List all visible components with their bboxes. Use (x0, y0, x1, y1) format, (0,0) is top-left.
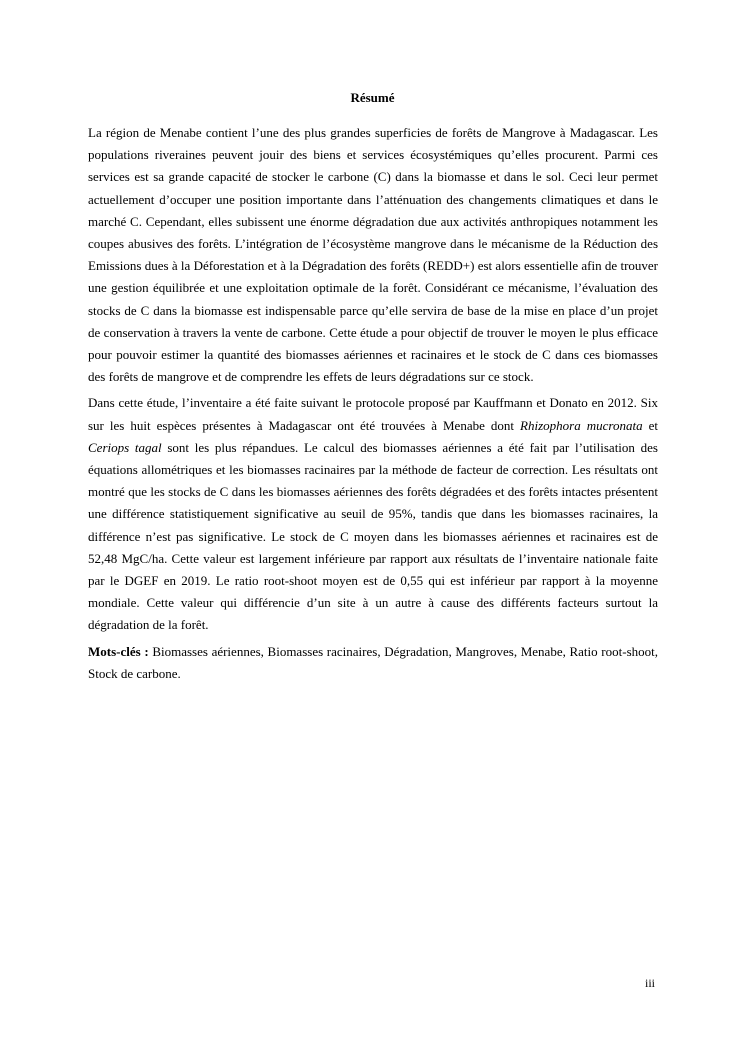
keywords-label: Mots-clés : (88, 643, 149, 659)
abstract-paragraph-2 (88, 392, 658, 636)
abstract-paragraph-1: La région de Menabe contient l’une des plus grandes superficies de forêts de Mangrove à Madagascar. Les populations riveraines peuvent jouir des biens et services écosystémiques qu’elles procurent. Parmi ces services est sa grande capacité de stocker le carbone (C) dans la biomasse et dans le sol. Ceci leur permet actuellement d’occuper une position importante dans l’atténuation des changements climatiques et dans le marché C. Cependant, elles subissent une énorme dégradation due aux activités anthropiques notamment les coupes abusives des forêts. L’intégration de l’écosystème mangrove dans le mécanisme de la Réduction des Emissions dues à la Déforestation et à la Dégradation des forêts (REDD+) est alors essentielle afin de trouver une gestion équilibrée et une exploitation optimale de la forêt. Considérant ce mécanisme, l’évaluation des stocks de C dans la biomasse est indispensable parce qu’elle servira de base de la mise en place d’un projet de conservation à travers la vente de carbone. Cette étude a pour objectif de trouver le moyen le plus efficace pour pouvoir estimer la quantité des biomasses aériennes et racinaires et le stock de C dans ces biomasses des forêts de mangrove et de comprendre les effets de leurs dégradations sur ce stock. (88, 125, 658, 385)
species-name-rhizophora: Rhizophora mucronata (520, 417, 643, 433)
keywords-text: Biomasses aériennes, Biomasses racinaires, Dégradation, Mangroves, Menabe, Ratio root-shoot, Stock de carbone. (88, 643, 658, 681)
page-title: Résumé (350, 90, 395, 105)
page-number: iii (645, 976, 656, 990)
paragraph-2-text-part3: sont les plus répandues. Le calcul des biomasses aériennes a été fait par l’utilisation des équations allométriques et les biomasses racinaires par la méthode de facteur de correction. Les résultats ont montré que les stocks de C dans les biomasses aériennes des forêts dégradées et des forêts intactes présentent une différence statistiquement significative au seuil de 95%, tandis que dans les biomasses racinaires, la différence n’est pas significative. Le stock de C moyen dans les biomasses aériennes et racinaires est de 52,48 MgC/ha. Cette valeur est largement inférieure par rapport aux résultats de l’inventaire nationale faite par le DGEF en 2019. Le ratio root-shoot moyen est de 0,55 qui est inférieur par rapport à la moyenne mondiale. Cette valeur qui différencie d’un site à un autre à cause des différents facteurs surtout la dégradation de la forêt. (88, 439, 658, 633)
paragraph-2-text-part2: et (642, 417, 658, 433)
abstract-body (88, 122, 658, 689)
species-name-ceriops: Ceriops tagal (88, 439, 162, 455)
keywords-paragraph (88, 641, 658, 685)
paragraph-2-text-part1: Dans cette étude, l’inventaire a été faite suivant le protocole proposé par Kauffmann et Donato en 2012. Six sur les huit espèces présentes à Madagascar ont été trouvées à Menabe dont (88, 395, 658, 433)
